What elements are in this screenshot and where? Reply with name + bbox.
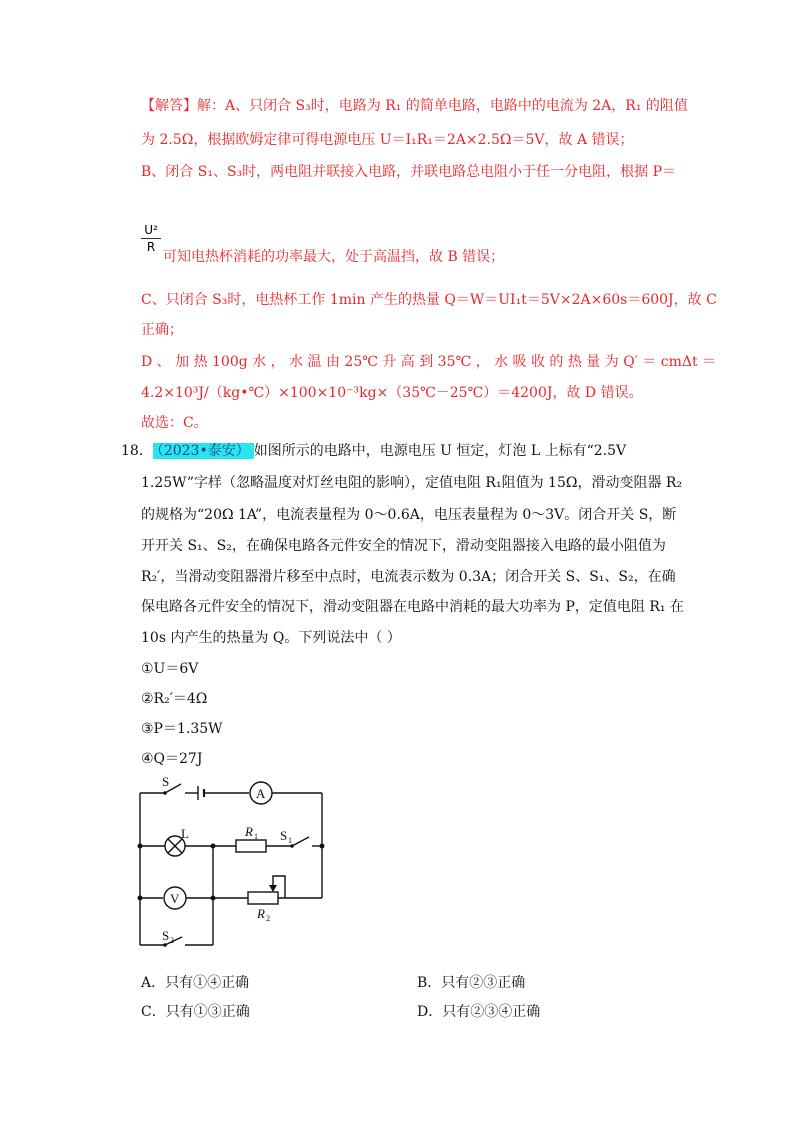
- s1-subscript: 1: [288, 836, 292, 845]
- solution-line-d1: D 、 加 热 100g 水 ， 水 温 由 25℃ 升 高 到 35℃ ， 水 吸 收 的 热 量 为 Q′ ＝ cmΔt ＝: [141, 354, 717, 370]
- question-line-2: 1.25W”字样（忽略温度对灯丝电阻的影响），定值电阻 R₁阻值为 15Ω，滑动变阻器 R₂: [141, 475, 683, 491]
- s2-subscript: 2: [170, 936, 174, 945]
- question-line-7: 10s 内产生的热量为 Q。下列说法中（ ）: [141, 630, 401, 646]
- source-tag[interactable]: （2023•泰安）: [153, 443, 254, 459]
- solution-line-c1: C、只闭合 S₃时，电热杯工作 1min 产生的热量 Q＝W＝UI₁t＝5V×2A×60s＝600J，故 C: [141, 292, 717, 308]
- solution-line-a2: 为 2.5Ω，根据欧姆定律可得电源电压 U＝I₁R₁＝2A×2.5Ω＝5V，故 A 错误；: [141, 132, 634, 148]
- option-b[interactable]: B．只有②③正确: [417, 975, 526, 991]
- label-s: S: [162, 774, 170, 789]
- solution-choice: 故选：C。: [141, 415, 208, 431]
- statement-3: ③P＝1.35W: [141, 721, 223, 737]
- solution-line-b2: 可知电热杯消耗的功率最大，处于高温挡，故 B 错误；: [163, 249, 505, 265]
- option-d[interactable]: D．只有②③④正确: [417, 1004, 541, 1020]
- solution-line-b1: B、闭合 S₁、S₃时，两电阻并联接入电路，并联电路总电阻小于任一分电阻，根据 P＝: [141, 164, 677, 180]
- power-fraction: [141, 222, 161, 255]
- question-line-6: 保电路各元件安全的情况下，滑动变阻器在电路中消耗的最大功率为 P，定值电阻 R₁ 在: [141, 599, 684, 615]
- question-line-4: 开开关 S₁、S₂，在确保电路各元件安全的情况下，滑动变阻器接入电路的最小阻值为: [141, 538, 666, 554]
- s2-label: S: [162, 928, 170, 943]
- option-a[interactable]: A．只有①④正确: [141, 975, 250, 991]
- r1-subscript: 1: [254, 832, 258, 841]
- ammeter-label: A: [256, 786, 266, 801]
- question-line-3: 的规格为“20Ω 1A”，电流表量程为 0～0.6A，电压表量程为 0～3V。闭合开关 S，断: [141, 507, 677, 523]
- voltmeter-label: V: [170, 891, 180, 906]
- r2-subscript: 2: [266, 914, 270, 923]
- statement-1: ①U＝6V: [141, 661, 199, 677]
- question-line-5: R₂′，当滑动变阻器滑片移至中点时，电流表示数为 0.3A；闭合开关 S、S₁、S₂，在确: [141, 569, 676, 585]
- circuit-diagram: [125, 768, 340, 953]
- r2-label: R: [257, 906, 265, 921]
- lamp-label: L: [181, 826, 189, 841]
- question-line-1: 18． （2023•泰安） 如图所示的电路中，电源电压 U 恒定，灯泡 L 上标有“2.5V: [121, 443, 627, 459]
- solution-label: 【解答】: [141, 98, 197, 114]
- question-number: 18．: [121, 443, 153, 459]
- r1-label: R: [245, 824, 253, 839]
- solution-line-c2: 正确；: [141, 322, 183, 338]
- s1-label: S: [280, 828, 288, 843]
- solution-line-a1: 【解答】解：A、只闭合 S₃时，电路为 R₁ 的简单电路，电路中的电流为 2A，R₁ 的阻值: [141, 98, 688, 114]
- option-c[interactable]: C．只有①③正确: [141, 1004, 250, 1020]
- statement-4: ④Q＝27J: [141, 751, 203, 767]
- fraction-denominator: R: [146, 240, 156, 254]
- solution-line-d2: 4.2×10³J/（kg•℃）×100×10⁻³kg×（35℃－25℃）＝4200J，故 D 错误。: [141, 385, 643, 401]
- fraction-numerator: U²: [141, 222, 161, 239]
- statement-2: ②R₂′＝4Ω: [141, 691, 208, 707]
